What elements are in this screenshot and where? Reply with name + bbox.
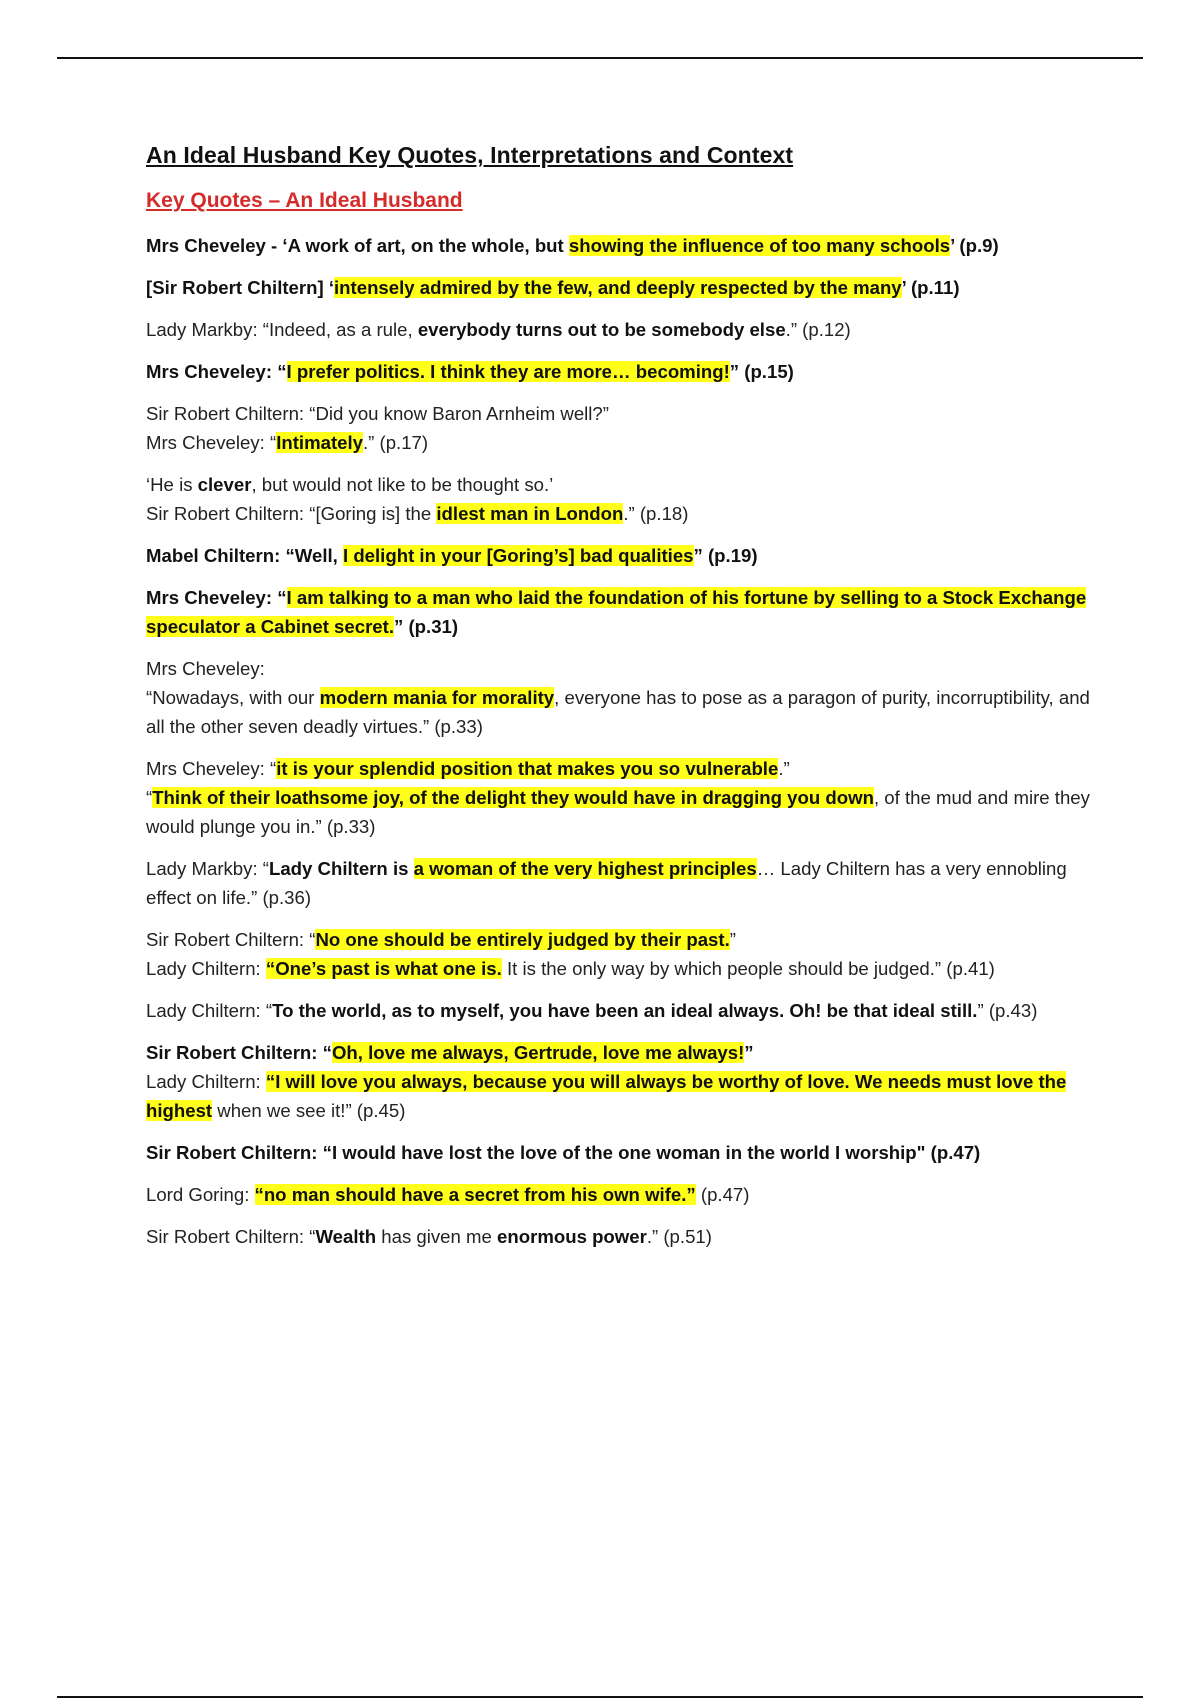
quote-text: Lady Chiltern: bbox=[146, 958, 266, 979]
quote-text: “ bbox=[146, 787, 153, 808]
quote-line bbox=[146, 683, 1096, 741]
quote-text: Mrs Cheveley: “ bbox=[146, 432, 277, 453]
highlighted-text: “One’s past is what one is. bbox=[265, 958, 502, 979]
highlighted-text: “no man should have a secret from his own wife.” bbox=[254, 1184, 696, 1205]
quote-list bbox=[146, 231, 1096, 1251]
quote-entry bbox=[146, 1038, 1096, 1125]
quote-entry bbox=[146, 541, 1096, 570]
highlighted-text: Think of their loathsome joy, of the delight they would have in dragging you down bbox=[152, 787, 874, 808]
quote-entry bbox=[146, 996, 1096, 1025]
quote-line bbox=[146, 996, 1096, 1025]
document-body bbox=[146, 142, 1096, 1264]
highlighted-text: I delight in your [Goring’s] bad qualities bbox=[342, 545, 694, 566]
quote-text: clever bbox=[197, 474, 252, 495]
page-title: An Ideal Husband Key Quotes, Interpretations and Context bbox=[146, 142, 794, 168]
quote-text: Sir Robert Chiltern: “[Goring is] the bbox=[146, 503, 437, 524]
quote-text: Sir Robert Chiltern: “ bbox=[146, 1042, 332, 1063]
quote-text: Mrs Cheveley: “ bbox=[146, 361, 287, 382]
quote-text: enormous power bbox=[497, 1226, 647, 1247]
highlighted-text: Oh, love me always, Gertrude, love me always! bbox=[331, 1042, 745, 1063]
quote-text: To the world, as to myself, you have been an ideal always. Oh! be that ideal still. bbox=[272, 1000, 978, 1021]
highlighted-text: I prefer politics. I think they are more… becoming! bbox=[286, 361, 730, 382]
quote-text: Mrs Cheveley - ‘A work of art, on the whole, but bbox=[146, 235, 569, 256]
highlighted-text: modern mania for morality bbox=[319, 687, 555, 708]
quote-text: ’ (p.9) bbox=[950, 235, 999, 256]
highlighted-text: intensely admired by the few, and deeply respected by the many bbox=[334, 277, 902, 298]
quote-line bbox=[146, 1067, 1096, 1125]
quote-text: .” (p.12) bbox=[785, 319, 851, 340]
quote-text: [Sir Robert Chiltern] ‘ bbox=[146, 277, 335, 298]
quote-entry bbox=[146, 1222, 1096, 1251]
quote-line bbox=[146, 470, 1096, 499]
quote-text: Mabel Chiltern: “Well, bbox=[146, 545, 343, 566]
quote-entry bbox=[146, 854, 1096, 912]
quote-text: “Nowadays, with our bbox=[146, 687, 320, 708]
top-rule bbox=[57, 57, 1143, 59]
quote-line bbox=[146, 854, 1096, 912]
quote-entry bbox=[146, 315, 1096, 344]
quote-text: Lady Chiltern is bbox=[268, 858, 414, 879]
quote-entry bbox=[146, 470, 1096, 528]
quote-line bbox=[146, 1138, 1096, 1167]
quote-text: ” (p.43) bbox=[977, 1000, 1038, 1021]
quote-line bbox=[146, 1180, 1096, 1209]
quote-text: Lord Goring: bbox=[146, 1184, 255, 1205]
quote-line bbox=[146, 273, 1096, 302]
quote-line bbox=[146, 399, 1096, 428]
quote-line bbox=[146, 1222, 1096, 1251]
section-heading: Key Quotes – An Ideal Husband bbox=[146, 189, 463, 212]
quote-entry bbox=[146, 273, 1096, 302]
quote-text: ” (p.15) bbox=[729, 361, 794, 382]
quote-text: Sir Robert Chiltern: “Did you know Baron Arnheim well?” bbox=[146, 403, 609, 424]
quote-text: when we see it!” (p.45) bbox=[212, 1100, 406, 1121]
quote-text: (p.47) bbox=[695, 1184, 750, 1205]
quote-entry bbox=[146, 399, 1096, 457]
highlighted-text: it is your splendid position that makes you so vulnerable bbox=[276, 758, 779, 779]
quote-text: , of the mud and mire they would plunge you in.” (p.33) bbox=[146, 787, 1090, 837]
quote-text: , but would not like to be thought so.’ bbox=[251, 474, 554, 495]
quote-line bbox=[146, 583, 1096, 641]
quote-entry bbox=[146, 583, 1096, 641]
highlighted-text: No one should be entirely judged by their past. bbox=[315, 929, 730, 950]
quote-text: ‘He is bbox=[146, 474, 198, 495]
quote-entry bbox=[146, 925, 1096, 983]
highlighted-text: idlest man in London bbox=[436, 503, 624, 524]
quote-text: Lady Chiltern: bbox=[146, 1071, 266, 1092]
quote-line bbox=[146, 1038, 1096, 1067]
quote-entry bbox=[146, 1180, 1096, 1209]
bottom-rule bbox=[57, 1696, 1143, 1698]
quote-text: .” (p.18) bbox=[623, 503, 689, 524]
quote-line bbox=[146, 541, 1096, 570]
quote-line bbox=[146, 654, 1096, 683]
quote-entry bbox=[146, 754, 1096, 841]
highlighted-text: Intimately bbox=[276, 432, 363, 453]
quote-text: has given me bbox=[376, 1226, 498, 1247]
quote-text: ” bbox=[744, 1042, 754, 1063]
quote-text: Mrs Cheveley: bbox=[146, 658, 265, 679]
quote-text: Mrs Cheveley: “ bbox=[146, 587, 287, 608]
quote-text: .” bbox=[778, 758, 790, 779]
quote-line bbox=[146, 357, 1096, 386]
quote-text: , everyone has to pose as a paragon of purity, incorruptibility, and all the other seven deadly virtues.” (p.33) bbox=[146, 687, 1090, 737]
quote-text: Lady Markby: “ bbox=[146, 858, 269, 879]
quote-entry bbox=[146, 357, 1096, 386]
quote-line bbox=[146, 231, 1096, 260]
quote-line bbox=[146, 754, 1096, 783]
quote-text: Sir Robert Chiltern: “I would have lost the love of the one woman in the world I worship" (p.47) bbox=[146, 1142, 981, 1163]
quote-text: ” bbox=[729, 929, 736, 950]
highlighted-text: a woman of the very highest principles bbox=[413, 858, 757, 879]
quote-line bbox=[146, 315, 1096, 344]
highlighted-text: “I will love you always, because you will always be worthy of love. We needs must love the highest bbox=[146, 1071, 1067, 1121]
quote-line bbox=[146, 499, 1096, 528]
quote-line bbox=[146, 925, 1096, 954]
quote-text: Lady Markby: “Indeed, as a rule, bbox=[146, 319, 418, 340]
quote-text: Sir Robert Chiltern: “ bbox=[146, 929, 316, 950]
highlighted-text: showing the influence of too many schools bbox=[568, 235, 951, 256]
quote-text: ’ (p.11) bbox=[901, 277, 960, 298]
quote-text: everybody turns out to be somebody else bbox=[417, 319, 786, 340]
quote-text: Lady Chiltern: “ bbox=[146, 1000, 273, 1021]
quote-entry bbox=[146, 1138, 1096, 1167]
quote-text: Sir Robert Chiltern: “ bbox=[146, 1226, 316, 1247]
quote-text: … Lady Chiltern has a very ennobling effect on life.” (p.36) bbox=[146, 858, 1067, 908]
quote-text: ” (p.19) bbox=[693, 545, 758, 566]
quote-line bbox=[146, 428, 1096, 457]
quote-entry bbox=[146, 231, 1096, 260]
quote-text: Wealth bbox=[315, 1226, 377, 1247]
quote-text: .” (p.17) bbox=[362, 432, 429, 453]
quote-line bbox=[146, 783, 1096, 841]
quote-text: .” (p.51) bbox=[646, 1226, 712, 1247]
quote-line bbox=[146, 954, 1096, 983]
quote-text: It is the only way by which people should be judged.” (p.41) bbox=[501, 958, 995, 979]
quote-text: ” (p.31) bbox=[394, 616, 459, 637]
quote-entry bbox=[146, 654, 1096, 741]
highlighted-text: I am talking to a man who laid the foundation of his fortune by selling to a Stock Exchange speculator a Cabinet secret. bbox=[146, 587, 1087, 637]
quote-text: Mrs Cheveley: “ bbox=[146, 758, 277, 779]
